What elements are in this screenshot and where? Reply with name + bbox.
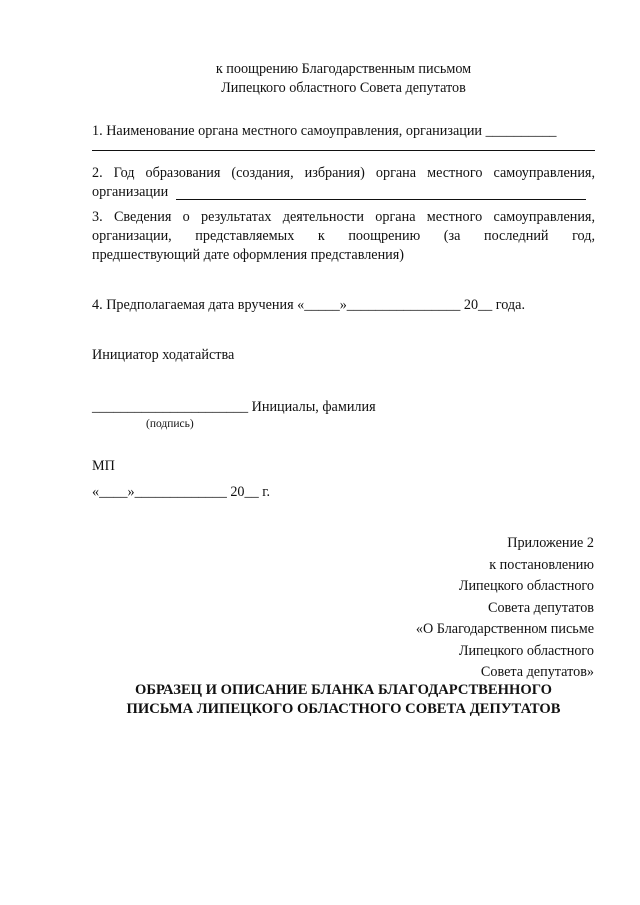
item-1-fill-line <box>92 150 595 151</box>
item-3-line-2: организации, представляемых к поощрению (за последний год, <box>92 228 595 244</box>
appendix-line-7: Совета депутатов» <box>480 664 594 680</box>
date-line: «____»_____________ 20__ г. <box>92 484 271 500</box>
header-line-1: к поощрению Благодарственным письмом <box>215 61 472 77</box>
item-2-fill-line <box>176 199 586 200</box>
signature-caption: (подпись) <box>146 418 194 430</box>
header-line-2: Липецкого областного Совета депутатов <box>221 80 466 96</box>
appendix-block <box>416 533 594 684</box>
document-title-line-2: ПИСЬМА ЛИПЕЦКОГО ОБЛАСТНОГО СОВЕТА ДЕПУТАТОВ <box>126 701 561 717</box>
document-title-line-1: ОБРАЗЕЦ И ОПИСАНИЕ БЛАНКА БЛАГОДАРСТВЕННОГО <box>135 682 552 698</box>
item-3-block <box>92 208 595 265</box>
appendix-line-3: Липецкого областного <box>458 578 594 594</box>
item-2-line-1: 2. Год образования (создания, избрания) органа местного самоуправления, <box>92 165 595 181</box>
appendix-line-1: Приложение 2 <box>507 535 594 551</box>
appendix-line-5: «О Благодарственном письме <box>415 621 594 637</box>
stamp-label: МП <box>92 458 115 474</box>
item-3-line-1: 3. Сведения о результатах деятельности органа местного самоуправления, <box>92 209 595 225</box>
appendix-line-4: Совета депутатов <box>488 599 594 616</box>
item-2-line-2: организации <box>92 184 169 200</box>
item-4-text: 4. Предполагаемая дата вручения «_____»________________ 20__ года. <box>92 297 525 313</box>
initiator-label: Инициатор ходатайства <box>92 347 235 363</box>
item-3-line-3: предшествующий дате оформления представления) <box>92 247 405 263</box>
appendix-line-6: Липецкого областного <box>458 642 594 659</box>
appendix-line-2: к постановлению <box>489 556 594 573</box>
signature-line: ______________________ Инициалы, фамилия <box>92 399 376 415</box>
item-1-label: 1. Наименование органа местного самоуправления, организации __________ <box>92 123 557 139</box>
item-2-block <box>92 164 595 183</box>
